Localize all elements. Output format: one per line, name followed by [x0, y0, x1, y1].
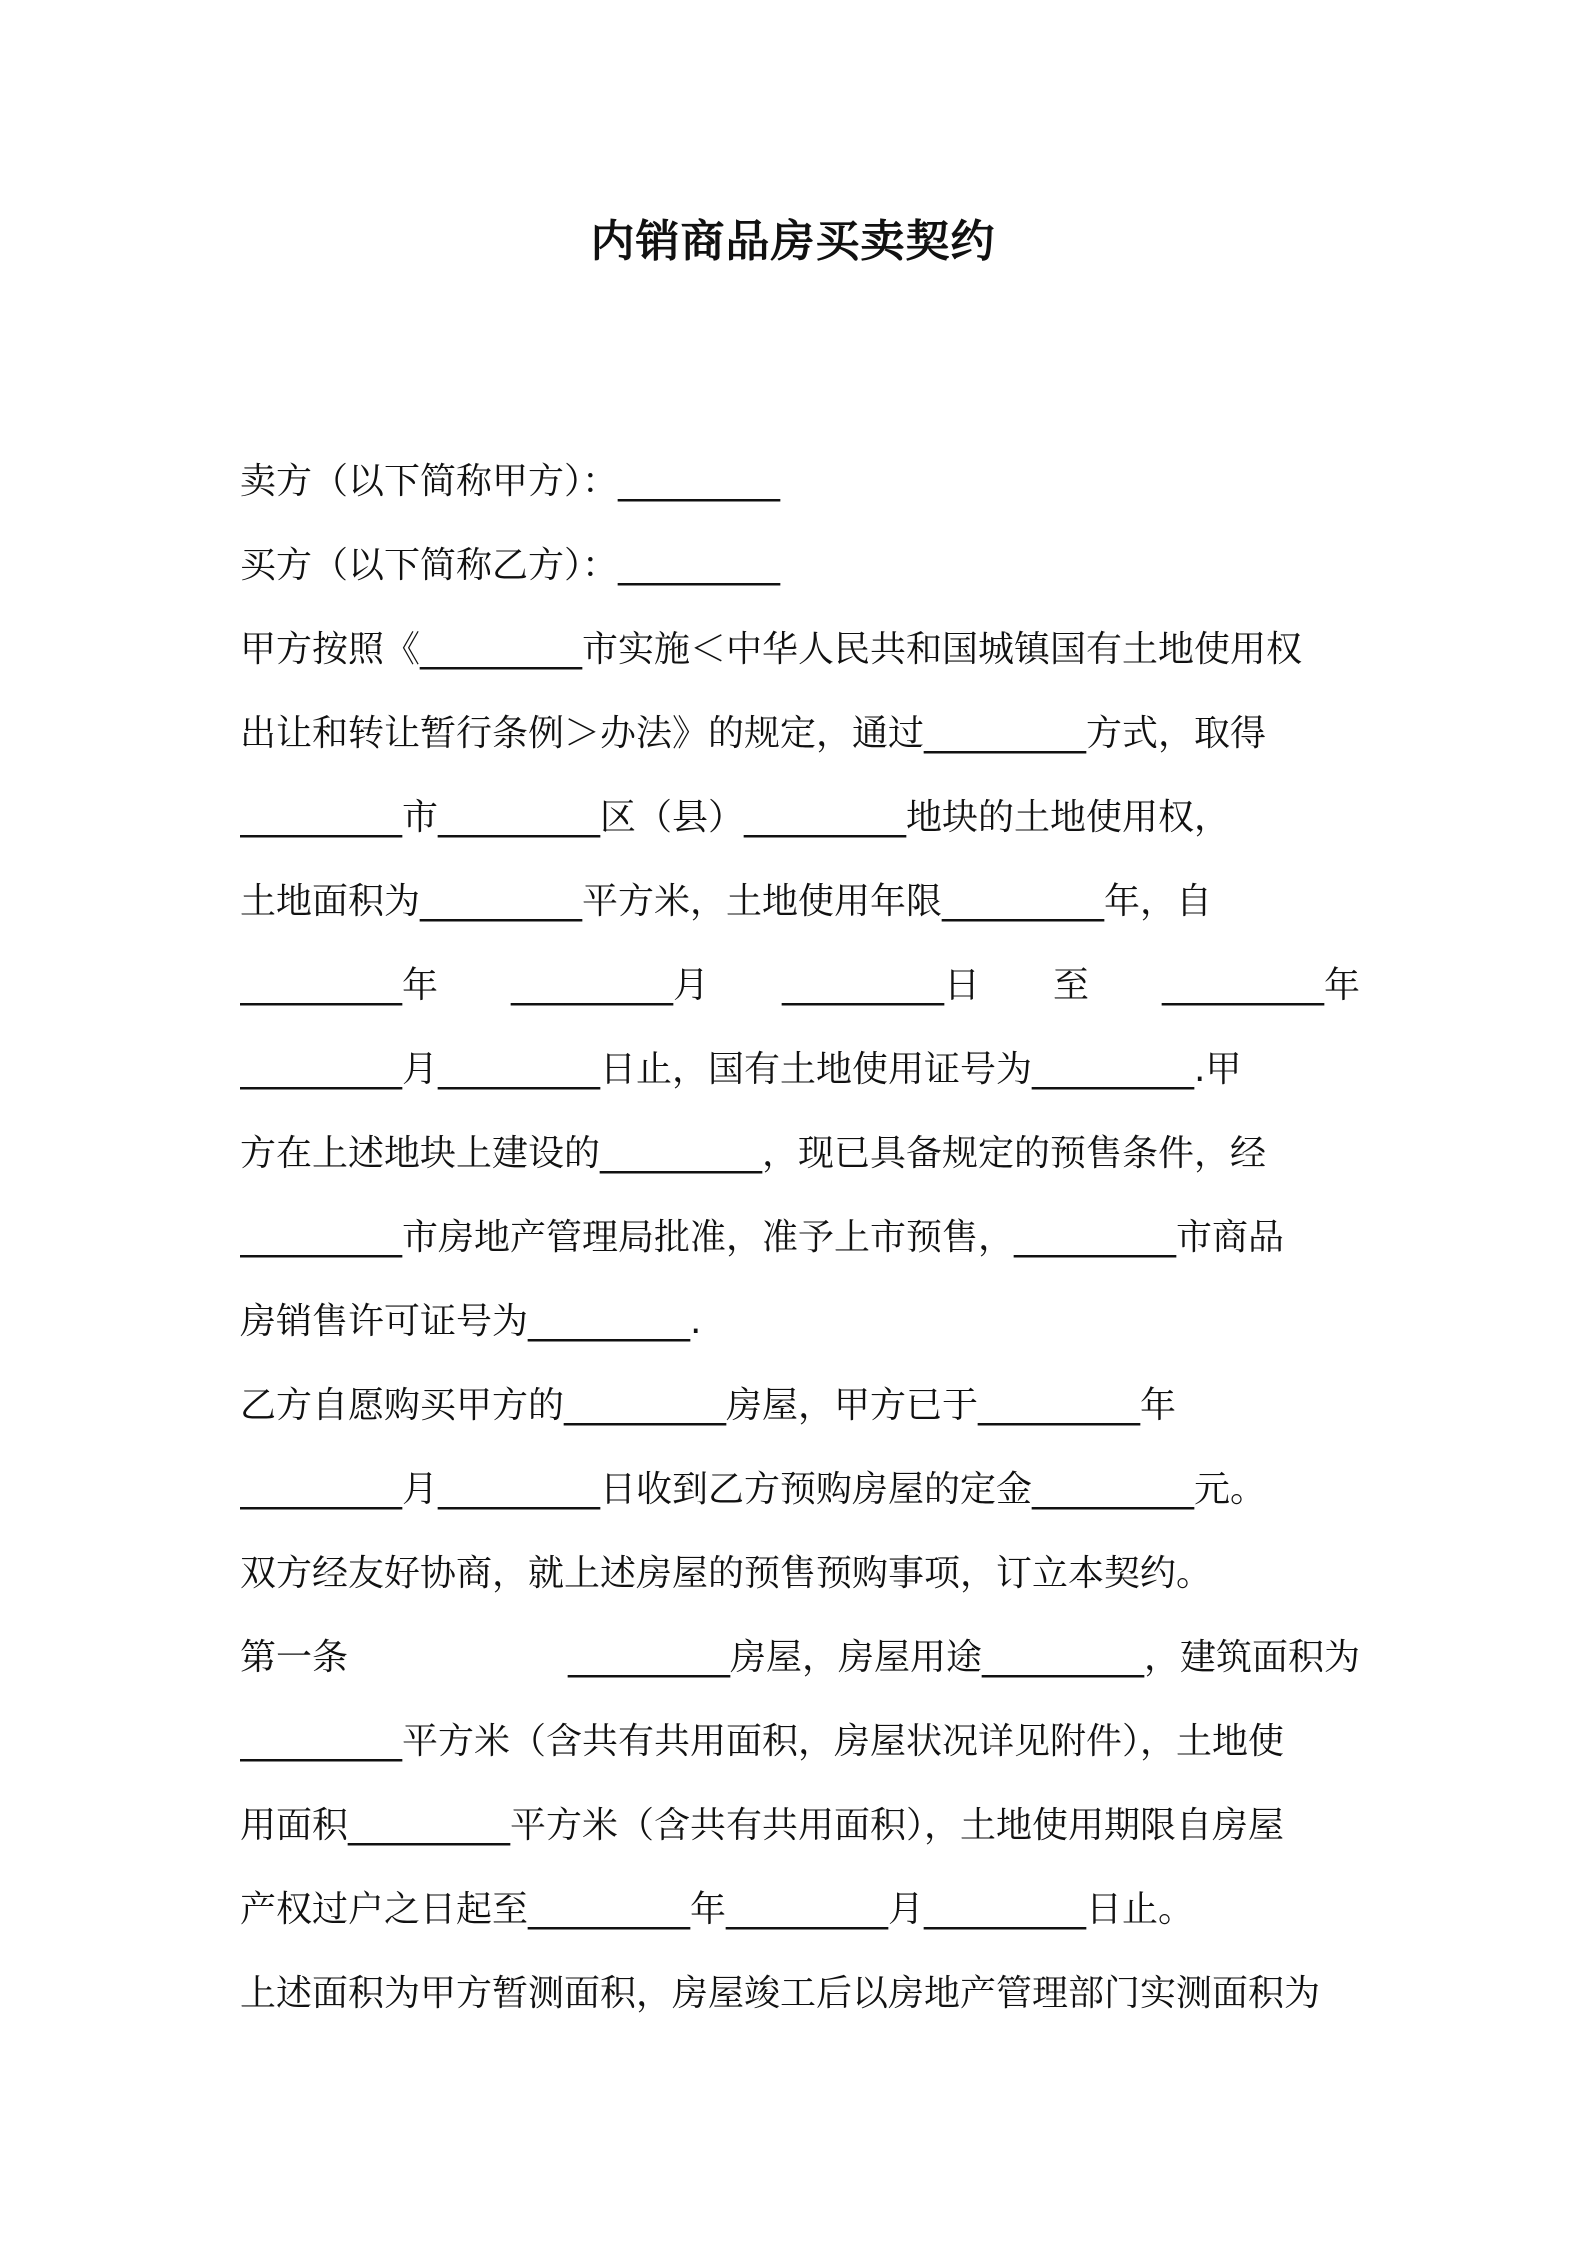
paragraph-line: 甲方按照《_________市实施＜中华人民共和国城镇国有土地使用权 — [240, 629, 1303, 670]
paragraph-line: 土地面积为_________平方米，土地使用年限_________年，自 — [240, 881, 1213, 922]
paragraph-line: 双方经友好协商，就上述房屋的预售预购事项，订立本契约。 — [240, 1553, 1213, 1594]
article-number: 第一条 — [240, 1637, 349, 1678]
paragraph-line: _________市房地产管理局批准，准予上市预售，_________市商品 — [240, 1217, 1285, 1258]
date-range-line — [240, 944, 1360, 1028]
paragraph-line: _________月_________日止，国有土地使用证号为_________.甲 — [240, 1049, 1242, 1090]
buyer-line: 买方（以下简称乙方）：_________ — [240, 545, 781, 586]
paragraph-line: 产权过户之日起至_________年_________月_________日止。 — [240, 1889, 1195, 1930]
article-one-line — [240, 1616, 1360, 1700]
date-end-year-blank: _________年 — [1161, 965, 1360, 1006]
page-title: 内销商品房买卖契约 — [590, 216, 996, 267]
date-to-label: 至 — [1052, 965, 1089, 1006]
paragraph-line: _________平方米（含共有共用面积，房屋状况详见附件），土地使 — [240, 1721, 1285, 1762]
date-day-blank: _________日 — [781, 965, 980, 1006]
paragraph-line: _________市_________区（县）_________地块的土地使用权， — [240, 797, 1231, 838]
paragraph-line: _________月_________日收到乙方预购房屋的定金_________元。 — [240, 1469, 1267, 1510]
contract-body — [240, 440, 1360, 2036]
seller-line: 卖方（以下简称甲方）：_________ — [240, 461, 781, 502]
paragraph-line: 用面积_________平方米（含共有共用面积），土地使用期限自房屋 — [240, 1805, 1285, 1846]
date-year-blank: _________年 — [240, 965, 439, 1006]
paragraph-line: 出让和转让暂行条例＞办法》的规定，通过_________方式，取得 — [240, 713, 1267, 754]
paragraph-line: 上述面积为甲方暂测面积，房屋竣工后以房地产管理部门实测面积为 — [240, 1973, 1321, 2014]
article-text: _________房屋，房屋用途_________，建筑面积为 — [567, 1637, 1360, 1678]
date-month-blank: _________月 — [510, 965, 709, 1006]
paragraph-line: 房销售许可证号为_________. — [240, 1301, 702, 1342]
paragraph-line: 乙方自愿购买甲方的_________房屋，甲方已于_________年 — [240, 1385, 1177, 1426]
paragraph-line: 方在上述地块上建设的_________，现已具备规定的预售条件，经 — [240, 1133, 1267, 1174]
